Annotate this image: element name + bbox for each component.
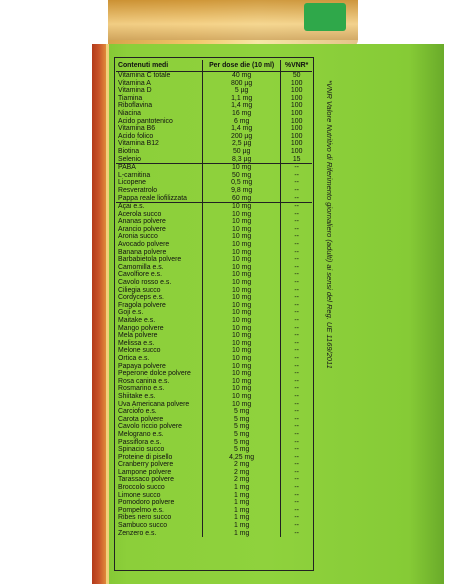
table-row	[116, 484, 312, 492]
nutrient-name: Cranberry polvere	[118, 461, 174, 469]
nutrient-vnr: --	[281, 355, 312, 363]
table-row	[116, 95, 312, 103]
nutrient-vnr: --	[281, 514, 312, 522]
nutrient-name: L-carnitina	[118, 171, 151, 179]
table-row	[116, 370, 312, 378]
nutrient-name: Ribes nero succo	[118, 514, 172, 522]
nutrient-name: Mela polvere	[118, 332, 158, 340]
nutrient-dose: 10 mg	[202, 378, 280, 386]
nutrient-dose: 5 mg	[202, 431, 280, 439]
table-row	[116, 264, 312, 272]
nutrient-dose: 1,1 mg	[202, 95, 280, 103]
nutrient-name: Proteine di pisello	[118, 453, 173, 461]
nutrient-vnr: 100	[281, 87, 312, 95]
nutrient-vnr: --	[281, 499, 312, 507]
nutrient-dose: 5 mg	[202, 408, 280, 416]
nutrient-name: Selenio	[118, 155, 141, 163]
nutrient-vnr: --	[281, 454, 312, 462]
table-row	[116, 492, 312, 500]
nutrient-name: Cavolo riccio polvere	[118, 423, 182, 431]
nutrient-dose: 10 mg	[202, 401, 280, 409]
table-row	[116, 401, 312, 409]
nutrient-name: Açai e.s.	[116, 203, 202, 211]
nutrient-dose: 6 mg	[202, 118, 280, 126]
nutrient-dose: 1 mg	[202, 530, 280, 538]
nutrient-name: Acido pantotenico	[118, 117, 173, 125]
nutrient-dose: 5 mg	[202, 439, 280, 447]
table-row	[116, 522, 312, 530]
nutrient-name: Ortica e.s.	[118, 354, 150, 362]
table-row	[116, 393, 312, 401]
table-row	[116, 133, 312, 141]
nutrient-dose: 1 mg	[202, 492, 280, 500]
nutrient-name: Acido folico	[118, 132, 154, 140]
table-row	[116, 279, 312, 287]
nutrient-vnr: --	[281, 484, 312, 492]
box-top-logo-patch	[304, 3, 346, 31]
nutrient-dose: 10 mg	[202, 164, 280, 172]
nutrient-dose: 1 mg	[202, 507, 280, 515]
table-row	[116, 164, 312, 172]
nutrient-dose: 0,5 mg	[202, 179, 280, 187]
table-row	[116, 195, 312, 203]
nutrient-vnr: --	[281, 378, 312, 386]
table-row	[116, 514, 312, 522]
table-row	[116, 363, 312, 371]
table-row	[116, 385, 312, 393]
nutrient-vnr: --	[281, 385, 312, 393]
nutrient-vnr: 100	[281, 110, 312, 118]
nutrient-dose: 9,8 mg	[202, 187, 280, 195]
nutrient-vnr: --	[281, 241, 312, 249]
nutrient-vnr: --	[281, 332, 312, 340]
nutrient-vnr: --	[281, 249, 312, 257]
nutrient-dose: 10 mg	[202, 271, 280, 279]
nutrient-dose: 10 mg	[202, 279, 280, 287]
nutrient-dose: 10 mg	[202, 211, 280, 219]
table-row	[116, 347, 312, 355]
nutrient-dose: 5 µg	[202, 87, 280, 95]
table-row	[116, 325, 312, 333]
nutrient-name: Avocado polvere	[118, 241, 170, 249]
nutrient-dose: 16 mg	[202, 110, 280, 118]
table-row	[116, 226, 312, 234]
nutrient-vnr: 100	[281, 118, 312, 126]
vnr-footnote: *VNR Valore Nutritivo di Riferimento giornaliero (adulti) ai sensi del Reg. UE 1169/2011	[325, 80, 334, 369]
nutrient-vnr: --	[281, 271, 312, 279]
nutrient-name: Cordyceps e.s.	[118, 294, 164, 302]
table-row	[116, 102, 312, 110]
nutrient-vnr: --	[281, 218, 312, 226]
table-row	[116, 378, 312, 386]
nutrient-dose: 1,4 mg	[202, 102, 280, 110]
nutrient-dose: 10 mg	[202, 363, 280, 371]
nutrient-dose: 10 mg	[202, 340, 280, 348]
table-row	[116, 233, 312, 241]
nutrient-name: Melograno e.s.	[118, 430, 164, 438]
nutrient-dose: 800 µg	[202, 80, 280, 88]
table-row	[116, 461, 312, 469]
table-row	[116, 211, 312, 219]
nutrient-vnr: --	[281, 469, 312, 477]
table-row	[116, 241, 312, 249]
nutrient-vnr: --	[281, 203, 312, 211]
nutrient-dose: 10 mg	[202, 218, 280, 226]
table-row	[116, 309, 312, 317]
table-row	[116, 72, 312, 80]
nutrient-name: Mango polvere	[118, 324, 164, 332]
nutrient-dose: 10 mg	[202, 385, 280, 393]
nutrient-vnr: --	[281, 211, 312, 219]
nutrient-name: Resveratrolo	[118, 186, 158, 194]
nutrient-dose: 2 mg	[202, 476, 280, 484]
table-row	[116, 118, 312, 126]
nutrient-dose: 10 mg	[202, 355, 280, 363]
nutrient-vnr: --	[281, 370, 312, 378]
table-row	[116, 287, 312, 295]
nutrient-vnr: --	[281, 439, 312, 447]
nutrient-vnr: 100	[281, 102, 312, 110]
nutrient-name: Camomilla e.s.	[118, 263, 164, 271]
nutrient-vnr: --	[281, 431, 312, 439]
nutrient-vnr: --	[281, 347, 312, 355]
nutrient-name: Pappa reale liofilizzata	[118, 194, 187, 202]
nutrient-dose: 10 mg	[202, 317, 280, 325]
header-dose: Per dose die (10 ml)	[202, 60, 280, 72]
nutrient-name: Licopene	[118, 179, 146, 187]
nutrient-dose: 10 mg	[202, 264, 280, 272]
nutrient-dose: 5 mg	[202, 423, 280, 431]
nutrient-name: Passiflora e.s.	[118, 438, 162, 446]
nutrient-name: Aronia succo	[118, 233, 158, 241]
nutrient-vnr: --	[281, 294, 312, 302]
nutrient-vnr: 100	[281, 125, 312, 133]
header-vnr: %VNR*	[281, 60, 312, 72]
table-row	[116, 80, 312, 88]
nutrient-name: Lampone polvere	[118, 468, 172, 476]
nutrient-dose: 10 mg	[202, 309, 280, 317]
nutrient-vnr: --	[281, 179, 312, 187]
nutrition-table	[116, 60, 312, 537]
table-row	[116, 507, 312, 515]
nutrient-dose: 4,25 mg	[202, 454, 280, 462]
table-row	[116, 439, 312, 447]
nutrient-name: Broccolo succo	[118, 484, 165, 492]
table-row	[116, 172, 312, 180]
nutrient-dose: 1 mg	[202, 514, 280, 522]
nutrient-vnr: --	[281, 416, 312, 424]
nutrient-dose: 10 mg	[202, 347, 280, 355]
nutrient-name: Vitamina A	[118, 79, 151, 87]
nutrient-name: Acerola succo	[118, 210, 162, 218]
nutrient-name: Tarassaco polvere	[118, 476, 174, 484]
table-row	[116, 110, 312, 118]
nutrient-vnr: --	[281, 325, 312, 333]
table-row	[116, 302, 312, 310]
nutrient-dose: 2,5 µg	[202, 140, 280, 148]
table-row	[116, 332, 312, 340]
nutrient-name: Ananas polvere	[118, 218, 166, 226]
table-row	[116, 499, 312, 507]
nutrient-dose: 5 mg	[202, 446, 280, 454]
table-row	[116, 294, 312, 302]
nutrient-name: Pompelmo e.s.	[118, 506, 164, 514]
table-row	[116, 416, 312, 424]
nutrient-name: Melissa e.s.	[118, 339, 155, 347]
nutrient-dose: 10 mg	[202, 203, 280, 211]
nutrient-dose: 10 mg	[202, 226, 280, 234]
nutrient-dose: 10 mg	[202, 249, 280, 257]
table-row	[116, 249, 312, 257]
nutrient-name: Carciofo e.s.	[118, 408, 157, 416]
nutrient-name: Vitamina B12	[118, 140, 159, 148]
nutrient-dose: 1,4 mg	[202, 125, 280, 133]
nutrient-vnr: --	[281, 172, 312, 180]
nutrient-name: Rosmarino e.s.	[118, 385, 165, 393]
nutrient-vnr: --	[281, 287, 312, 295]
nutrient-vnr: --	[281, 279, 312, 287]
nutrient-vnr: --	[281, 401, 312, 409]
nutrient-name: Uva Americana polvere	[118, 400, 190, 408]
table-row	[116, 203, 312, 211]
box-edge-left	[92, 44, 106, 584]
nutrient-name: PABA	[116, 164, 202, 172]
nutrient-dose: 60 mg	[202, 195, 280, 203]
table-row	[116, 87, 312, 95]
nutrient-vnr: --	[281, 530, 312, 538]
table-row	[116, 408, 312, 416]
nutrient-name: Niacina	[118, 109, 141, 117]
table-row	[116, 469, 312, 477]
box-top-flap	[108, 0, 358, 46]
table-row	[116, 179, 312, 187]
nutrient-dose: 1 mg	[202, 499, 280, 507]
box-edge-stripe	[106, 44, 109, 584]
table-row	[116, 125, 312, 133]
nutrient-name: Sambuco succo	[118, 522, 168, 530]
nutrient-dose: 5 mg	[202, 416, 280, 424]
nutrient-dose: 1 mg	[202, 484, 280, 492]
table-row	[116, 271, 312, 279]
table-row	[116, 454, 312, 462]
nutrient-vnr: 15	[281, 156, 312, 164]
nutrient-dose: 50 µg	[202, 148, 280, 156]
table-row	[116, 423, 312, 431]
nutrient-dose: 200 µg	[202, 133, 280, 141]
nutrient-name: Arancio polvere	[118, 225, 166, 233]
table-header-row	[116, 60, 312, 72]
table-row	[116, 140, 312, 148]
nutrient-name: Tiamina	[118, 94, 143, 102]
nutrient-vnr: --	[281, 317, 312, 325]
nutrient-vnr: --	[281, 256, 312, 264]
table-row	[116, 340, 312, 348]
nutrient-vnr: --	[281, 446, 312, 454]
nutrient-dose: 10 mg	[202, 325, 280, 333]
nutrient-vnr: 50	[281, 72, 312, 80]
nutrient-name: Zenzero e.s.	[118, 529, 157, 537]
nutrient-dose: 50 mg	[202, 172, 280, 180]
header-nutrient: Contenuti medi	[116, 60, 202, 72]
nutrient-dose: 40 mg	[202, 72, 280, 80]
nutrient-vnr: --	[281, 226, 312, 234]
nutrient-vnr: --	[281, 408, 312, 416]
nutrient-name: Vitamina B6	[118, 125, 156, 133]
nutrient-name: Cavolfiore e.s.	[118, 271, 163, 279]
nutrient-dose: 10 mg	[202, 256, 280, 264]
table-row	[116, 148, 312, 156]
table-row	[116, 256, 312, 264]
nutrient-dose: 10 mg	[202, 294, 280, 302]
table-row	[116, 317, 312, 325]
nutrient-name: Maitake e.s.	[118, 317, 156, 324]
nutrient-vnr: 100	[281, 140, 312, 148]
nutrient-name: Pomodoro polvere	[118, 499, 175, 507]
nutrient-dose: 10 mg	[202, 233, 280, 241]
nutrient-vnr: --	[281, 492, 312, 500]
nutrient-dose: 10 mg	[202, 393, 280, 401]
nutrient-name: Peperone dolce polvere	[118, 370, 191, 378]
table-row	[116, 156, 312, 164]
nutrient-vnr: --	[281, 264, 312, 272]
nutrient-vnr: 100	[281, 133, 312, 141]
nutrient-vnr: --	[281, 393, 312, 401]
nutrient-vnr: --	[281, 476, 312, 484]
table-row	[116, 530, 312, 538]
nutrient-dose: 2 mg	[202, 461, 280, 469]
nutrient-name: Barbabietola polvere	[118, 256, 182, 264]
table-row	[116, 431, 312, 439]
table-row	[116, 218, 312, 226]
nutrient-dose: 10 mg	[202, 370, 280, 378]
nutrient-vnr: --	[281, 195, 312, 203]
nutrient-dose: 10 mg	[202, 287, 280, 295]
nutrient-name: Melone succo	[118, 347, 161, 355]
nutrient-name: Ciliegia succo	[118, 286, 161, 294]
nutrient-name: Biotina	[118, 147, 140, 155]
nutrient-dose: 10 mg	[202, 241, 280, 249]
nutrient-vnr: --	[281, 507, 312, 515]
nutrient-name: Vitamina D	[118, 87, 152, 95]
table-body	[116, 72, 312, 538]
nutrient-name: Papaya polvere	[118, 362, 166, 370]
table-row	[116, 355, 312, 363]
nutrient-vnr: 100	[281, 80, 312, 88]
table-row	[116, 187, 312, 195]
nutrient-name: Goji e.s.	[118, 309, 144, 317]
nutrient-name: Vitamina C totale	[118, 72, 171, 79]
nutrient-vnr: 100	[281, 148, 312, 156]
nutrient-name: Riboflavina	[118, 102, 153, 110]
nutrient-vnr: --	[281, 363, 312, 371]
nutrient-name: Limone succo	[118, 491, 161, 499]
nutrient-dose: 10 mg	[202, 302, 280, 310]
nutrient-vnr: --	[281, 461, 312, 469]
nutrient-vnr: --	[281, 233, 312, 241]
nutrient-name: Shiitake e.s.	[118, 392, 156, 400]
nutrient-vnr: --	[281, 309, 312, 317]
table-row	[116, 446, 312, 454]
table-row	[116, 476, 312, 484]
nutrient-dose: 10 mg	[202, 332, 280, 340]
nutrient-name: Rosa canina e.s.	[118, 377, 170, 385]
nutrient-vnr: --	[281, 164, 312, 172]
nutrient-dose: 8,3 µg	[202, 156, 280, 164]
nutrient-vnr: --	[281, 522, 312, 530]
nutrient-vnr: 100	[281, 95, 312, 103]
nutrient-vnr: --	[281, 187, 312, 195]
nutrient-name: Cavolo rosso e.s.	[118, 279, 172, 287]
nutrient-vnr: --	[281, 302, 312, 310]
nutrient-name: Carota polvere	[118, 415, 164, 423]
nutrient-vnr: --	[281, 423, 312, 431]
nutrient-name: Spinacio succo	[118, 446, 165, 454]
nutrient-dose: 1 mg	[202, 522, 280, 530]
nutrient-name: Fragola polvere	[118, 301, 166, 309]
nutrient-vnr: --	[281, 340, 312, 348]
nutrient-dose: 2 mg	[202, 469, 280, 477]
nutrient-name: Banana polvere	[118, 248, 167, 256]
